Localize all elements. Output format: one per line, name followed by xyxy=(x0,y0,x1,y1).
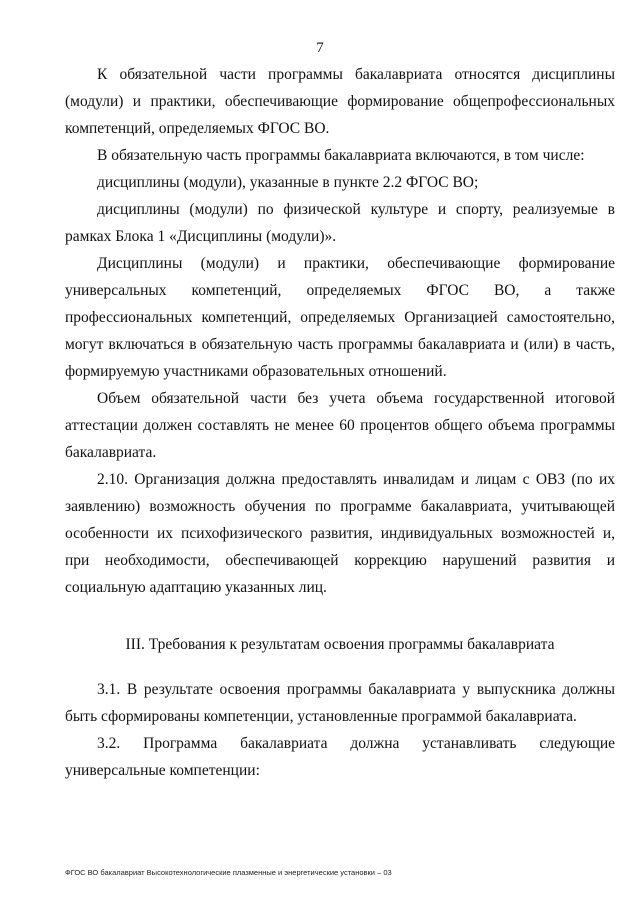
paragraph-includes: В обязательную часть программы бакалавриата включаются, в том числе: xyxy=(97,147,585,164)
document-body xyxy=(65,61,615,784)
page-number: 7 xyxy=(316,40,324,56)
paragraph-3-1: 3.1. В результате освоения программы бакалавриата у выпускника должны быть сформированы компетенции, установленные программой бакалавриата. xyxy=(65,681,615,725)
paragraph-mandatory-part: К обязательной части программы бакалавриата относятся дисциплины (модули) и практики, обеспечивающие формирование общепрофессиональных компетенций, определяемых ФГОС ВО. xyxy=(65,66,615,137)
paragraph-3-2: 3.2. Программа бакалавриата должна устанавливать следующие универсальные компетенции: xyxy=(65,735,615,779)
paragraph-2-10: 2.10. Организация должна предоставлять инвалидам и лицам с ОВЗ (по их заявлению) возможность обучения по программе бакалавриата, учитывающей особенности их психофизического развития, индивидуальных возможностей и, при необходимости, обеспечивающей коррекцию нарушений развития и социальную адаптацию указанных лиц. xyxy=(65,471,615,596)
paragraph-disciplines-2-2: дисциплины (модули), указанные в пункте 2.2 ФГОС ВО; xyxy=(97,174,479,191)
paragraph-universal-competencies: Дисциплины (модули) и практики, обеспечивающие формирование универсальных компетенций, определяемых ФГОС ВО, а также профессиональных компетенций, определяемых Организацией самостоятельно, могут включаться в обязательную часть программы бакалавриата и (или) в часть, формируемую участниками образовательных отношений. xyxy=(65,255,615,380)
paragraph-physical-culture: дисциплины (модули) по физической культуре и спорту, реализуемые в рамках Блока 1 «Дисциплины (модули)». xyxy=(65,201,615,245)
section-heading: III. Требования к результатам освоения программы бакалавриата xyxy=(125,636,555,653)
paragraph-volume: Объем обязательной части без учета объема государственной итоговой аттестации должен составлять не менее 60 процентов общего объема программы бакалавриата. xyxy=(65,390,615,461)
page-footer: ФГОС ВО бакалавриат Высокотехнологические плазменные и энергетические установки – 03 xyxy=(65,868,392,877)
